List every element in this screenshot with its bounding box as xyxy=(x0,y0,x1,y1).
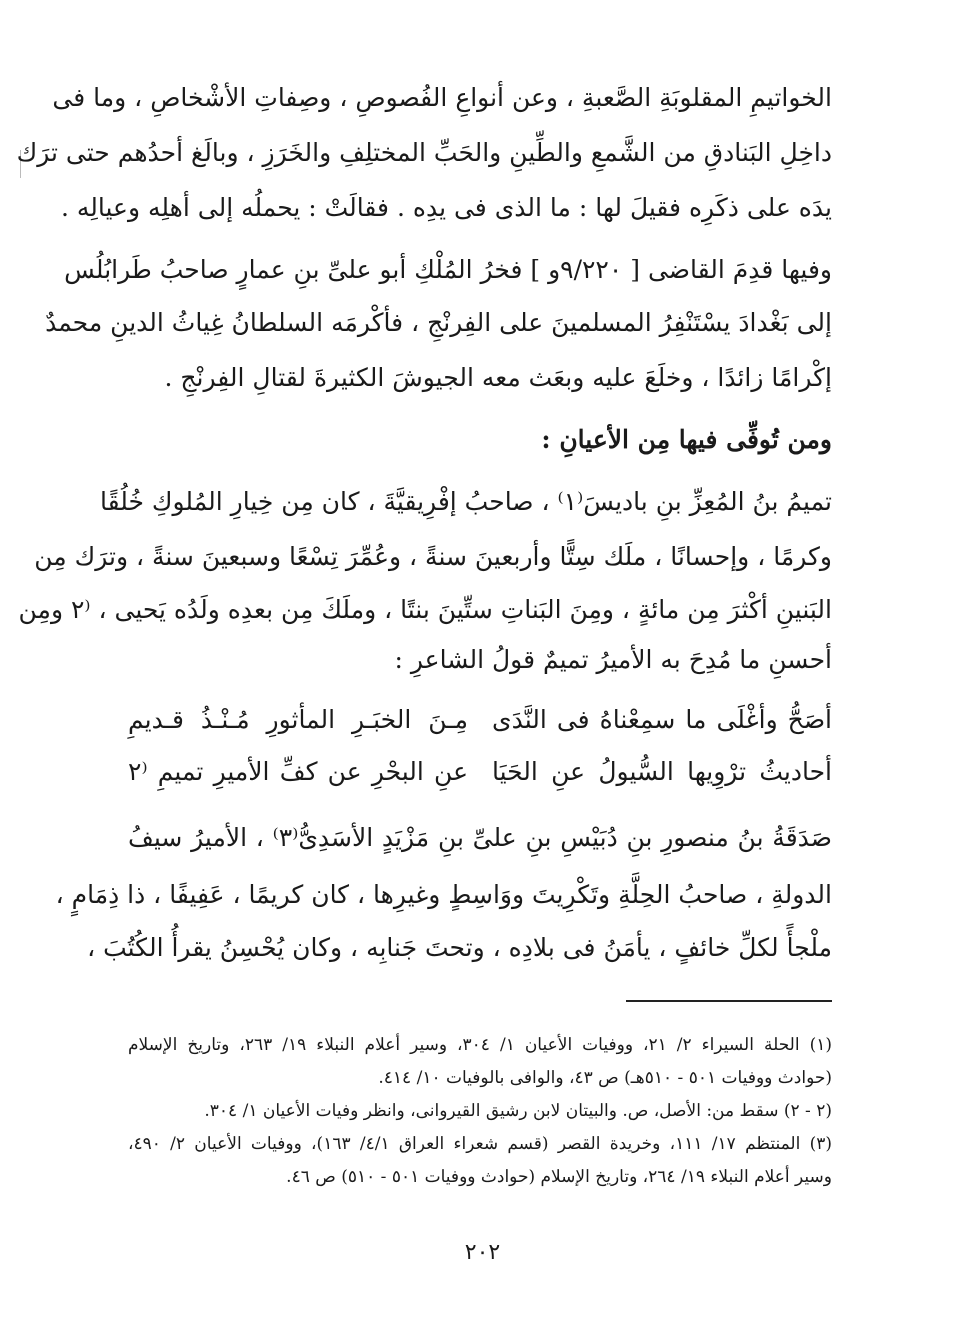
section-heading: ومن تُوفِّى فيها مِن الأعيانِ : xyxy=(541,425,832,454)
verse-2-second-hemistich: عنِ البحْرِ عن كفِّ الأميرِ تميمِ ⁽٢ xyxy=(128,757,468,786)
body-line-5: إلى بَغْدادَ يسْتَنْفِرُ المسلمينَ على الفِرنْجِ ، فأكْرمَه السلطانُ غِياثُ الدينِ محمدٌ xyxy=(45,308,832,337)
footnote-1-line-2: (حوادث ووفيات ٥٠١ - ٥١٠هـ) ص ٤٣، والوافى بالوفيات ١٠/ ٤١٤. xyxy=(378,1068,832,1088)
footnote-3-line-2: وسير أعلام النبلاء ١٩/ ٢٦٤، وتاريخ الإسلام (حوادث ووفيات ٥٠١ - ٥١٠) ص ٤٦. xyxy=(286,1167,832,1187)
footnote-3-line-1: (٣) المنتظم ١٧/ ١١١، وخريدة القصر (قسم شعراء العراق ٤/١/ ١٦٣)، ووفيات الأعيان ٢/ ٤٩٠، xyxy=(128,1134,833,1154)
entry-tamim-line-2: وكرمًا ، وإحسانًا ، ملَك سِتًّا وأربعينَ سنةً ، وعُمِّرَ تِسْعًا وسبعينَ سنةً ، وترَك مِن xyxy=(34,542,832,571)
footnote-separator xyxy=(626,1000,832,1002)
entry-sadaqa-line-1: صَدَقَةُ بنُ منصورِ بنِ دُبَيْسِ بنِ علىِّ بنِ مَزْيَدٍ الأسَدِىُّ⁽٣⁾ ، الأميرُ سيفُ xyxy=(128,823,832,852)
body-line-6: إكْرامًا زائدًا ، وخلَعَ عليه وبعَث معه الجيوشَ الكثيرةَ لقتالِ الفِرنْجِ . xyxy=(164,363,832,392)
body-line-2: داخِلِ البَنادقِ من الشَّمعِ والطِّينِ والحَبِّ المختلِفِ والخَرَزِ ، وبالَغ أحدُهم حتى ترَك xyxy=(16,138,832,167)
verse-1-second-hemistich: مِـنَ الخبَـرِ المأثورِ مُـنْـذُ قـديمِ xyxy=(128,705,468,734)
body-line-1: الخواتيمِ المقلوبَةِ الصَّعبةِ ، وعن أنواعِ الفُصوصِ ، وصِفاتِ الأشْخاصِ ، وما فى xyxy=(52,83,832,112)
body-line-4: وفيها قدِمَ القاضى [ ٩/٢٢٠و ] فخرُ المُلْكِ أبو علىِّ بنِ عمارٍ صاحبُ طَرابُلُس xyxy=(64,255,832,284)
verse-1-first-hemistich: أصَحُّ وأغْلَى ما سمِعْناهُ فى النَّدَى xyxy=(492,705,832,734)
entry-tamim-line-1: تميمُ بنُ المُعِزِّ بنِ باديسَ⁽١⁾ ، صاحبُ إفْرِيقيَّةَ ، كان مِن خِيارِ المُلوكِ خُلُقًا xyxy=(99,487,832,516)
page-number: ٢٠٢ xyxy=(464,1240,501,1265)
verse-2-first-hemistich: أحاديثُ ترْوِيها السُّيولُ عنِ الحَيَا xyxy=(492,757,832,786)
entry-tamim-line-4: أحسنِ ما مُدِحَ به الأميرُ تميمٌ قولُ الشاعرِ : xyxy=(394,645,832,674)
footnote-2: (٢ - ٢) سقط من: الأصل، ص. والبيتان لابن رشيق القيروانى، وانظر وفيات الأعيان ١/ ٣٠٤. xyxy=(204,1101,832,1121)
entry-sadaqa-line-3: ملْجأً لكلِّ خائفٍ ، يأمَنُ فى بلادِه ، وتحتَ جَنابِه ، وكان يُحْسِنُ يقرأُ الكُتُبَ ، xyxy=(87,933,832,962)
entry-tamim-line-3: البَنينِ أكْثرَ مِن مائةٍ ، ومِنَ البَناتِ ستِّينَ بنتًا ، وملَكَ مِن بعدِه ولَدُه يَحيى ، ⁽٢ ومِن xyxy=(18,595,832,624)
entry-sadaqa-line-2: الدولةِ ، صاحبُ الحِلَّةِ وتَكْرِيتَ ووَاسِطٍ وغيرِها ، كان كريمًا ، عَفِيفًا ، ذا ذِمَامٍ ، xyxy=(55,880,832,909)
body-line-3: يدَه على ذكَرِه فقيلَ لها : ما الذى فى يدِه . فقالَتْ : يحملُه إلى أهلِه وعيالِه . xyxy=(60,193,832,222)
footnote-1-line-1: (١) الحلة السيراء ٢/ ٢١، ووفيات الأعيان ١/ ٣٠٤، وسير أعلام النبلاء ١٩/ ٢٦٣، وتاريخ الإسلام xyxy=(128,1035,832,1055)
